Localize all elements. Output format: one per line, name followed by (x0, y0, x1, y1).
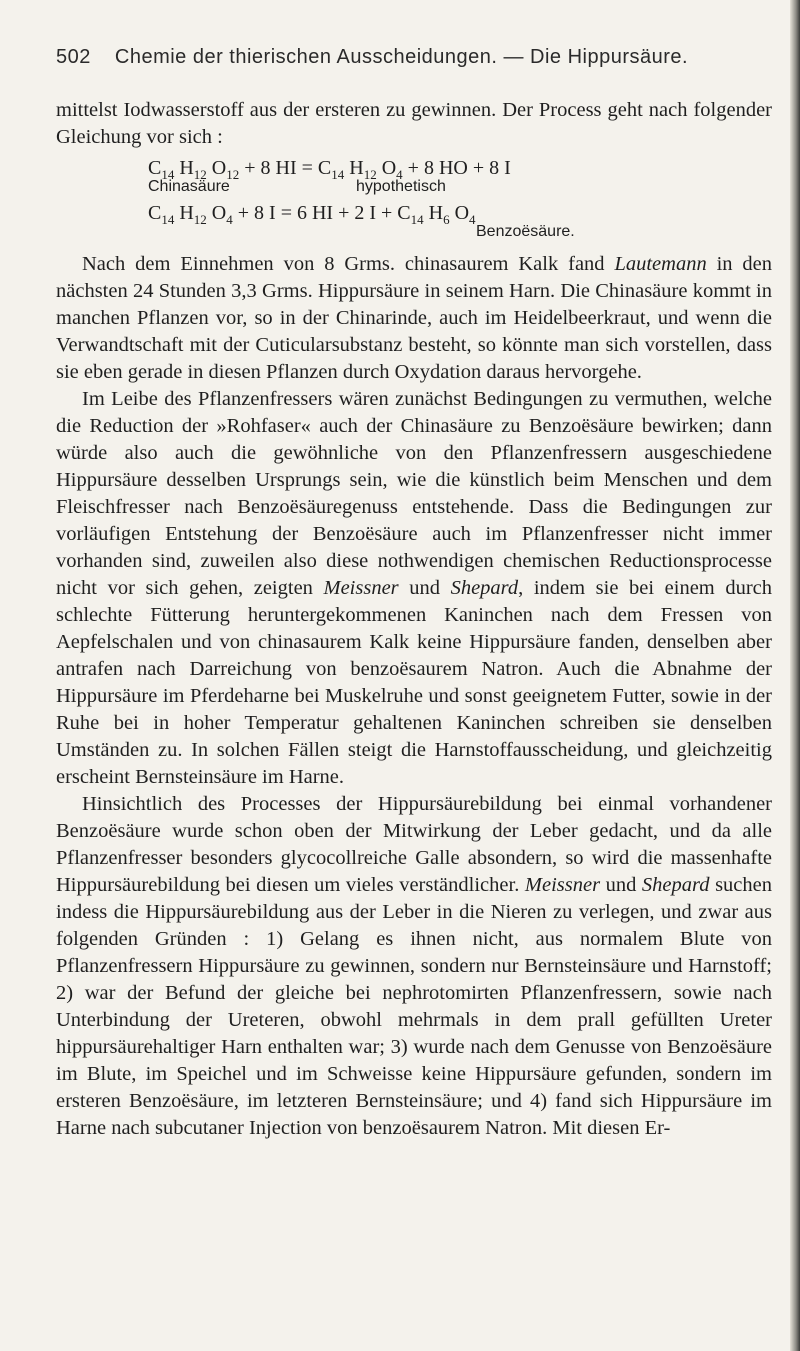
equation-1 (56, 157, 772, 180)
label-chinasaeure: Chinasäure (148, 178, 230, 195)
label-benzoesaeure: Benzoësäure. (476, 223, 575, 240)
label-hypothetisch: hypothetisch (356, 178, 446, 195)
p3-text-b: suchen indess die Hippursäurebildung aus der Leber in die Nieren zu verlegen, und zwar aus folgenden Gründen : 1) Gelang es ihnen nicht, aus normalem Blute von Pflanzenfressern Hippursäure zu gewinnen, sondern nur Bernsteinsäure und Harnstoff; 2) war der Befund der gleiche bei nephrotomirten Pflanzenfressern, sowie nach Unterbindung der Ureteren, obwohl mehrmals in dem prall gefüllten Ureter hippursäurehaltiger Harn enthalten war; 3) wurde nach dem Genusse von Benzoësäure im Blute, im Speichel und im Schweisse keine Hippursäure gefunden, sondern im ersteren Benzoësäure, im letzteren Bernsteinsäure; und 4) fand sich Hippursäure im Harne nach subcutaner Injection von benzoësaurem Natron. Mit diesen Er- (56, 874, 772, 1139)
paragraph-3 (56, 791, 772, 1142)
p2-text-b: , indem sie bei einem durch schlechte Fütterung heruntergekommenen Kaninchen nach dem Fressen von Aepfelschalen und von chinasaurem Kalk keine Hippursäure fanden, denselben aber antrafen nach Darreichung von benzoësaurem Natron. Auch die Abnahme der Hippursäure im Pferdeharne bei Muskelruhe und sonst geeignetem Futter, sowie in der Ruhe bei in hoher Temperatur gehaltenen Kaninchen schreiben sie denselben Umständen zu. In solchen Fällen steigt die Harnstoffausscheidung, und gleichzeitig erscheint Bernsteinsäure im Harne. (56, 577, 772, 788)
running-title: Chemie der thierischen Ausscheidungen. — Die Hippursäure. (114, 46, 689, 68)
equation-2-text: $C_{14}$ $H_{12}$ $O_4 + 8$ I = 6 HI + 2 $I + C_{14}$ $H_6$ $O_4$ (148, 202, 476, 227)
paragraph-1 (56, 251, 772, 386)
author-shepard: Shepard (450, 577, 519, 599)
book-page (56, 46, 772, 1142)
p2-text-a: Im Leibe des Pflanzenfressers wären zunächst Bedingungen zu vermuthen, welche die Reduction der »Rohfaser« auch der Chinasäure zu Benzoësäure bewirken; dann würde also auch die gewöhnliche von den Pflanzenfressern ausgeschiedene Hippursäure desselben Ursprungs sein, wie die künstlich beim Menschen und dem Fleischfresser nach Benzoësäuregenuss entstehende. Dass die Bedingungen zur vorläufigen Entstehung der Benzoësäure auch im Pflanzenfresser nicht immer vorhanden sind, zuweilen also diese nothwendigen chemischen Reductionsprocesse nicht vor sich gehen, zeigten (56, 388, 772, 599)
author-lautemann: Lautemann (614, 253, 707, 275)
p1-text-a: Nach dem Einnehmen von 8 Grms. chinasaurem Kalk fand (82, 253, 615, 275)
author-meissner-2: Meissner (524, 874, 601, 896)
author-meissner: Meissner (323, 577, 399, 599)
page-edge-shadow (790, 0, 800, 1351)
paragraph-2 (56, 386, 772, 791)
equation-block (56, 157, 772, 241)
equation-1-labels (56, 178, 772, 196)
p1-text-b: in den nächsten 24 Stunden 3,3 Grms. Hippursäure in seinem Harn. Die Chinasäure kommt in manchen Pflanzen vor, so in der Chinarinde, auch im Heidelbeerkraut, und wenn die Verwandtschaft mit der Cuticularsubstanz besteht, so könnte man sich vorstellen, dass sie eben gerade in diesen Pflanzen durch Oxydation daraus hervorgehe. (56, 253, 773, 383)
intro-paragraph: mittelst Iodwasserstoff aus der ersteren zu gewinnen. Der Process geht nach folgender Gleichung vor sich : (56, 99, 772, 148)
author-shepard-2: Shepard (641, 874, 710, 896)
p3-and: und (600, 874, 642, 896)
equation-1-text: $C_{14}$ $H_{12}$ $O_{12} + 8$ HI = $C_{14}$ $H_{12}$ $O_4 + 8$ HO + 8 I (148, 157, 511, 182)
page-number: 502 (56, 46, 91, 68)
p3-text-a: Hinsichtlich des Processes der Hippursäurebildung bei einmal vorhandener Benzoësäure wurde schon oben der Mitwirkung der Leber gedacht, und da alle Pflanzenfresser besonders glycocollreiche Galle absondern, so wird die massenhafte Hippursäurebildung bei diesen um vieles verständlicher. (56, 793, 772, 896)
running-head (56, 46, 772, 69)
p2-and: und (398, 577, 451, 599)
equation-2 (56, 202, 772, 225)
